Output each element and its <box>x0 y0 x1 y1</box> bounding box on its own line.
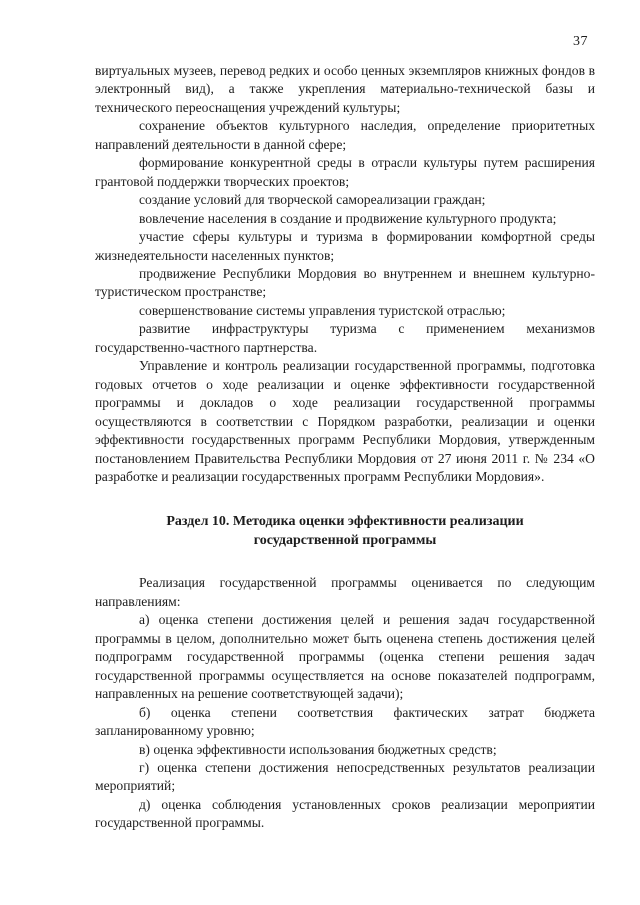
paragraph: участие сферы культуры и туризма в формировании комфортной среды жизнедеятельности населенных пунктов; <box>95 229 595 263</box>
paragraph: а) оценка степени достижения целей и решения задач государственной программы в целом, дополнительно может быть оценена степень достижения целей подпрограмм государственной программы (оценка степени решения задач государственной программы осуществляется на основе показателей подпрограмм, направленных на решение соответствующей задачи); <box>95 612 595 702</box>
paragraph: развитие инфраструктуры туризма с применением механизмов государственно-частного партнерства. <box>95 321 595 355</box>
paragraph: Реализация государственной программы оценивается по следующим направлениям: <box>95 575 595 609</box>
section-heading-line: Раздел 10. Методика оценки эффективности реализации <box>166 514 524 530</box>
paragraph: продвижение Республики Мордовия во внутреннем и внешнем культурно-туристическом пространстве; <box>95 265 595 300</box>
paragraph: б) оценка степени соответствия фактических затрат бюджета запланированному уровню; <box>95 704 595 739</box>
page-number: 37 <box>573 34 588 49</box>
paragraph: в) оценка эффективности использования бюджетных средств; <box>139 741 497 757</box>
section-heading-line: государственной программы <box>253 532 437 548</box>
paragraph: создание условий для творческой самореализации граждан; <box>139 192 486 208</box>
document-body <box>95 62 595 833</box>
paragraph: г) оценка степени достижения непосредственных результатов реализации мероприятий; <box>95 759 595 794</box>
paragraph: виртуальных музеев, перевод редких и особо ценных экземпляров книжных фондов в электронный вид), а также укрепления материально-технической базы и технического переоснащения учреждений культуры; <box>95 63 595 115</box>
paragraph: д) оценка соблюдения установленных сроков реализации мероприятии государственной программы. <box>95 796 595 831</box>
section-heading <box>95 513 595 550</box>
paragraph: сохранение объектов культурного наследия, определение приоритетных направлений деятельности в данной сфере; <box>95 118 595 152</box>
paragraph: Управление и контроль реализации государственной программы, подготовка годовых отчетов о ходе реализации и оценке эффективности государственной программы и докладов о ходе реализации государственной программы осуществляются в соответствии с Порядком разработки, реализации и оценки эффективности государственных программ Республики Мордовия, утвержденным постановлением Правительства Республики Мордовия от 27 июня 2011 г. № 234 «О разработке и реализации государственных программ Республики Мордовия». <box>95 358 595 484</box>
paragraph: формирование конкурентной среды в отрасли культуры путем расширения грантовой поддержки творческих проектов; <box>95 155 595 189</box>
paragraph: вовлечение населения в создание и продвижение культурного продукта; <box>139 210 557 226</box>
paragraph: совершенствование системы управления туристской отраслью; <box>139 302 506 318</box>
